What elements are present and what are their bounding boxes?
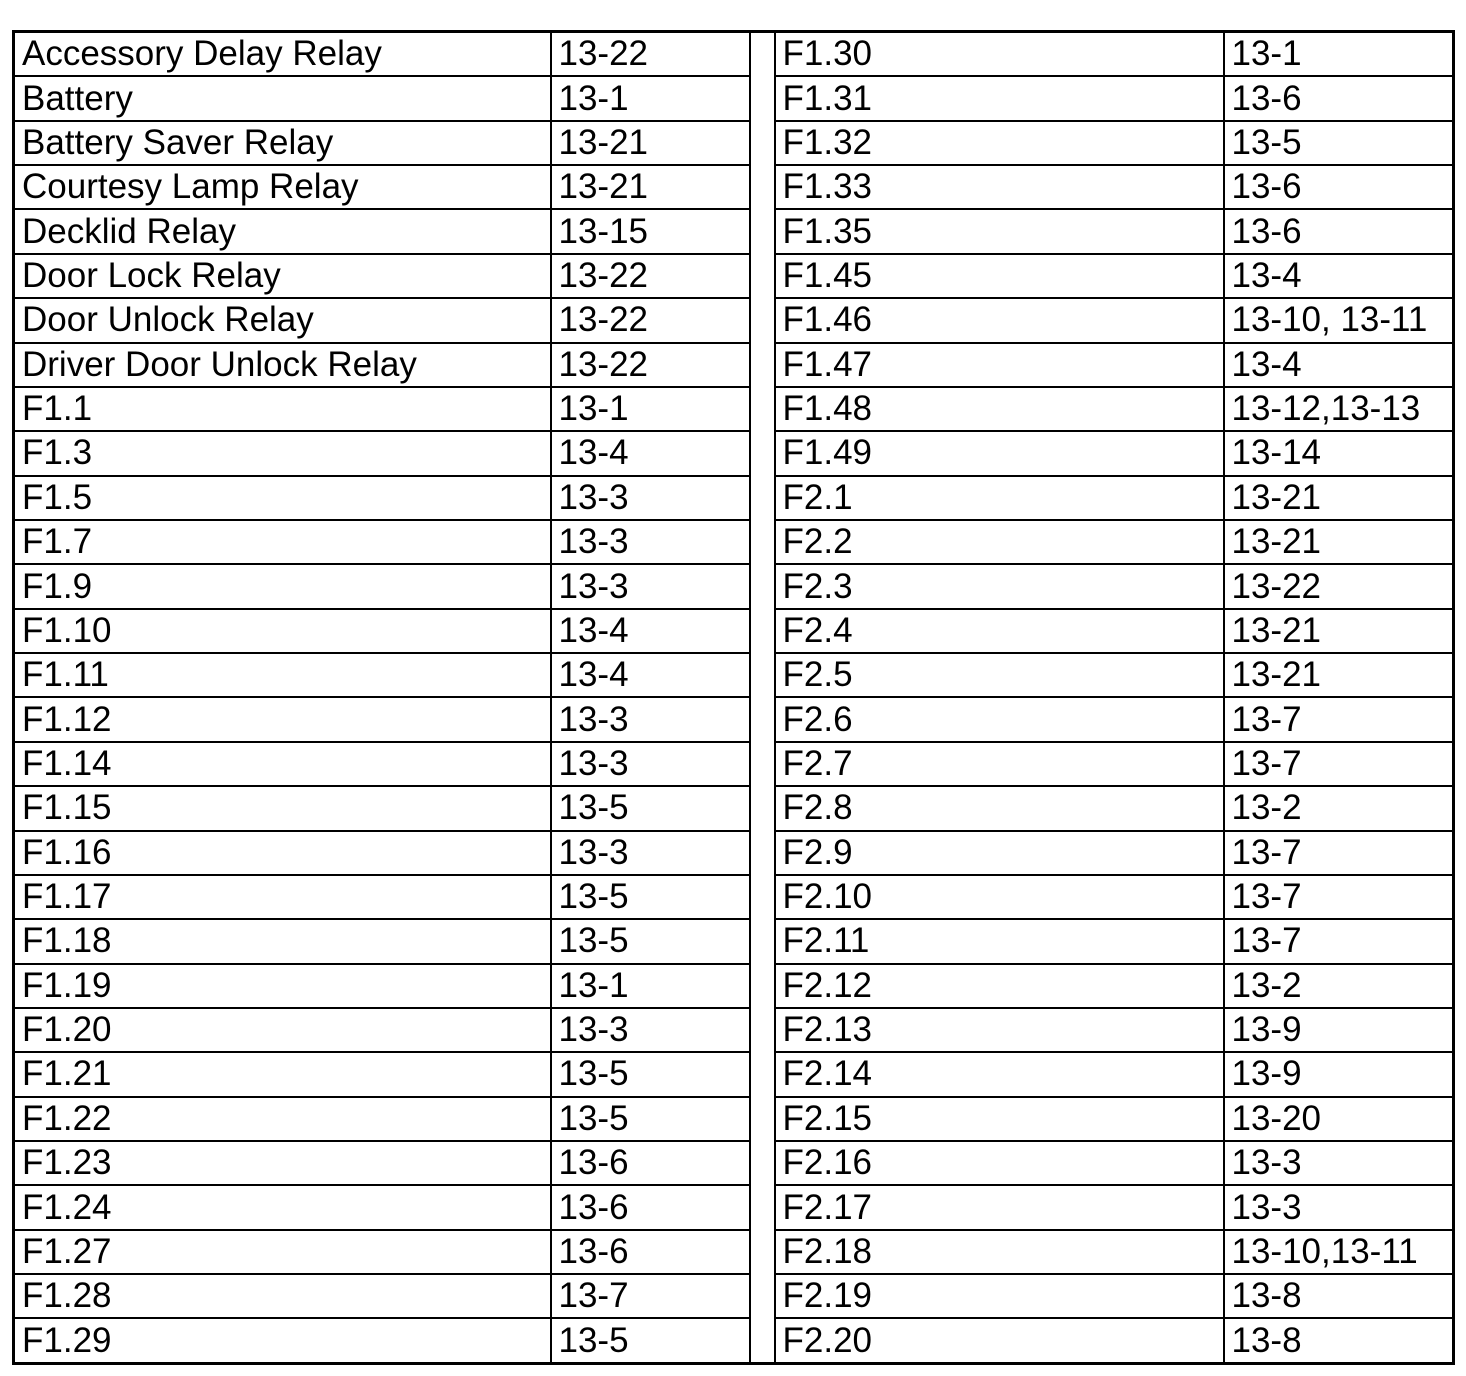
right-page-ref: 13-1 xyxy=(1224,32,1454,77)
table-row xyxy=(14,1052,1454,1096)
left-component-name: F1.22 xyxy=(14,1097,551,1141)
left-component-name: F1.19 xyxy=(14,964,551,1008)
left-page-ref: 13-3 xyxy=(551,520,750,564)
left-component-name: F1.12 xyxy=(14,697,551,741)
right-component-name: F2.19 xyxy=(775,1274,1224,1318)
left-component-name: F1.14 xyxy=(14,742,551,786)
left-page-ref: 13-6 xyxy=(551,1185,750,1229)
left-page-ref: 13-7 xyxy=(551,1274,750,1318)
right-page-ref: 13-20 xyxy=(1224,1097,1454,1141)
left-component-name: F1.20 xyxy=(14,1008,551,1052)
column-gap xyxy=(750,431,775,475)
right-component-name: F2.6 xyxy=(775,697,1224,741)
left-component-name: F1.5 xyxy=(14,476,551,520)
left-component-name: F1.24 xyxy=(14,1185,551,1229)
left-page-ref: 13-21 xyxy=(551,121,750,165)
right-page-ref: 13-21 xyxy=(1224,609,1454,653)
table-row xyxy=(14,1141,1454,1185)
left-component-name: F1.9 xyxy=(14,564,551,608)
left-component-name: F1.21 xyxy=(14,1052,551,1096)
column-gap xyxy=(750,32,775,77)
right-page-ref: 13-6 xyxy=(1224,165,1454,209)
column-gap xyxy=(750,298,775,342)
right-component-name: F1.33 xyxy=(775,165,1224,209)
left-component-name: F1.29 xyxy=(14,1318,551,1363)
left-page-ref: 13-5 xyxy=(551,919,750,963)
right-page-ref: 13-22 xyxy=(1224,564,1454,608)
right-page-ref: 13-7 xyxy=(1224,875,1454,919)
left-page-ref: 13-1 xyxy=(551,964,750,1008)
right-component-name: F1.48 xyxy=(775,387,1224,431)
left-page-ref: 13-3 xyxy=(551,476,750,520)
right-component-name: F2.16 xyxy=(775,1141,1224,1185)
right-page-ref: 13-9 xyxy=(1224,1008,1454,1052)
table-row xyxy=(14,209,1454,253)
table-row xyxy=(14,254,1454,298)
right-page-ref: 13-4 xyxy=(1224,254,1454,298)
column-gap xyxy=(750,964,775,1008)
column-gap xyxy=(750,875,775,919)
left-component-name: Driver Door Unlock Relay xyxy=(14,343,551,387)
left-component-name: F1.15 xyxy=(14,786,551,830)
column-gap xyxy=(750,1318,775,1363)
column-gap xyxy=(750,653,775,697)
left-page-ref: 13-5 xyxy=(551,875,750,919)
right-page-ref: 13-21 xyxy=(1224,653,1454,697)
right-component-name: F2.10 xyxy=(775,875,1224,919)
left-component-name: F1.28 xyxy=(14,1274,551,1318)
right-component-name: F2.17 xyxy=(775,1185,1224,1229)
table-row xyxy=(14,121,1454,165)
left-page-ref: 13-6 xyxy=(551,1230,750,1274)
left-page-ref: 13-3 xyxy=(551,831,750,875)
right-page-ref: 13-3 xyxy=(1224,1185,1454,1229)
table-row xyxy=(14,919,1454,963)
right-component-name: F2.12 xyxy=(775,964,1224,1008)
left-page-ref: 13-4 xyxy=(551,431,750,475)
left-page-ref: 13-4 xyxy=(551,609,750,653)
table-row xyxy=(14,76,1454,120)
right-page-ref: 13-2 xyxy=(1224,786,1454,830)
right-component-name: F1.49 xyxy=(775,431,1224,475)
left-page-ref: 13-4 xyxy=(551,653,750,697)
left-page-ref: 13-3 xyxy=(551,697,750,741)
left-component-name: F1.3 xyxy=(14,431,551,475)
right-page-ref: 13-7 xyxy=(1224,697,1454,741)
table-row xyxy=(14,1008,1454,1052)
column-gap xyxy=(750,476,775,520)
right-page-ref: 13-4 xyxy=(1224,343,1454,387)
table-row xyxy=(14,609,1454,653)
right-page-ref: 13-14 xyxy=(1224,431,1454,475)
table-row xyxy=(14,520,1454,564)
right-page-ref: 13-9 xyxy=(1224,1052,1454,1096)
column-gap xyxy=(750,564,775,608)
left-page-ref: 13-1 xyxy=(551,387,750,431)
left-page-ref: 13-3 xyxy=(551,1008,750,1052)
right-component-name: F2.14 xyxy=(775,1052,1224,1096)
right-component-name: F2.4 xyxy=(775,609,1224,653)
column-gap xyxy=(750,1097,775,1141)
column-gap xyxy=(750,1052,775,1096)
left-page-ref: 13-1 xyxy=(551,76,750,120)
table-row xyxy=(14,343,1454,387)
column-gap xyxy=(750,387,775,431)
right-page-ref: 13-7 xyxy=(1224,831,1454,875)
component-index-table xyxy=(12,30,1455,1365)
column-gap xyxy=(750,254,775,298)
right-component-name: F1.45 xyxy=(775,254,1224,298)
left-page-ref: 13-22 xyxy=(551,254,750,298)
column-gap xyxy=(750,786,775,830)
table-row xyxy=(14,476,1454,520)
table-row xyxy=(14,431,1454,475)
left-page-ref: 13-3 xyxy=(551,564,750,608)
table-row xyxy=(14,1097,1454,1141)
column-gap xyxy=(750,919,775,963)
table-row xyxy=(14,786,1454,830)
right-page-ref: 13-12,13-13 xyxy=(1224,387,1454,431)
left-page-ref: 13-22 xyxy=(551,343,750,387)
right-component-name: F1.31 xyxy=(775,76,1224,120)
left-page-ref: 13-5 xyxy=(551,1097,750,1141)
right-page-ref: 13-7 xyxy=(1224,919,1454,963)
column-gap xyxy=(750,520,775,564)
right-page-ref: 13-21 xyxy=(1224,476,1454,520)
right-page-ref: 13-5 xyxy=(1224,121,1454,165)
left-page-ref: 13-5 xyxy=(551,1052,750,1096)
right-component-name: F2.13 xyxy=(775,1008,1224,1052)
table-row xyxy=(14,697,1454,741)
table-row xyxy=(14,32,1454,77)
right-component-name: F2.2 xyxy=(775,520,1224,564)
table-row xyxy=(14,1230,1454,1274)
column-gap xyxy=(750,121,775,165)
column-gap xyxy=(750,209,775,253)
right-page-ref: 13-8 xyxy=(1224,1274,1454,1318)
left-component-name: Battery xyxy=(14,76,551,120)
right-page-ref: 13-6 xyxy=(1224,76,1454,120)
left-component-name: F1.17 xyxy=(14,875,551,919)
right-component-name: F1.32 xyxy=(775,121,1224,165)
left-page-ref: 13-5 xyxy=(551,1318,750,1363)
table-row xyxy=(14,165,1454,209)
column-gap xyxy=(750,831,775,875)
left-page-ref: 13-5 xyxy=(551,786,750,830)
right-component-name: F2.8 xyxy=(775,786,1224,830)
left-component-name: F1.10 xyxy=(14,609,551,653)
table-row xyxy=(14,1185,1454,1229)
left-component-name: Courtesy Lamp Relay xyxy=(14,165,551,209)
right-component-name: F1.46 xyxy=(775,298,1224,342)
left-page-ref: 13-15 xyxy=(551,209,750,253)
left-component-name: Door Lock Relay xyxy=(14,254,551,298)
right-page-ref: 13-10, 13-11 xyxy=(1224,298,1454,342)
right-component-name: F2.20 xyxy=(775,1318,1224,1363)
right-page-ref: 13-3 xyxy=(1224,1141,1454,1185)
column-gap xyxy=(750,1008,775,1052)
table-row xyxy=(14,742,1454,786)
right-component-name: F2.1 xyxy=(775,476,1224,520)
right-page-ref: 13-8 xyxy=(1224,1318,1454,1363)
table-row xyxy=(14,653,1454,697)
left-page-ref: 13-6 xyxy=(551,1141,750,1185)
left-component-name: Battery Saver Relay xyxy=(14,121,551,165)
column-gap xyxy=(750,1185,775,1229)
column-gap xyxy=(750,609,775,653)
table-row xyxy=(14,831,1454,875)
left-component-name: F1.23 xyxy=(14,1141,551,1185)
right-page-ref: 13-21 xyxy=(1224,520,1454,564)
index-table-body xyxy=(14,32,1454,1364)
column-gap xyxy=(750,697,775,741)
left-component-name: Door Unlock Relay xyxy=(14,298,551,342)
right-component-name: F2.18 xyxy=(775,1230,1224,1274)
right-component-name: F2.5 xyxy=(775,653,1224,697)
right-component-name: F2.15 xyxy=(775,1097,1224,1141)
right-component-name: F1.30 xyxy=(775,32,1224,77)
left-component-name: F1.16 xyxy=(14,831,551,875)
column-gap xyxy=(750,165,775,209)
right-page-ref: 13-7 xyxy=(1224,742,1454,786)
right-component-name: F2.3 xyxy=(775,564,1224,608)
left-page-ref: 13-21 xyxy=(551,165,750,209)
column-gap xyxy=(750,343,775,387)
left-page-ref: 13-22 xyxy=(551,298,750,342)
table-row xyxy=(14,1318,1454,1363)
left-component-name: Decklid Relay xyxy=(14,209,551,253)
right-component-name: F2.11 xyxy=(775,919,1224,963)
left-page-ref: 13-3 xyxy=(551,742,750,786)
right-component-name: F1.35 xyxy=(775,209,1224,253)
column-gap xyxy=(750,742,775,786)
table-row xyxy=(14,564,1454,608)
left-component-name: Accessory Delay Relay xyxy=(14,32,551,77)
left-page-ref: 13-22 xyxy=(551,32,750,77)
left-component-name: F1.7 xyxy=(14,520,551,564)
table-row xyxy=(14,298,1454,342)
left-component-name: F1.18 xyxy=(14,919,551,963)
table-row xyxy=(14,1274,1454,1318)
left-component-name: F1.27 xyxy=(14,1230,551,1274)
table-row xyxy=(14,875,1454,919)
column-gap xyxy=(750,1141,775,1185)
left-component-name: F1.1 xyxy=(14,387,551,431)
column-gap xyxy=(750,1274,775,1318)
left-component-name: F1.11 xyxy=(14,653,551,697)
table-row xyxy=(14,387,1454,431)
right-component-name: F1.47 xyxy=(775,343,1224,387)
column-gap xyxy=(750,1230,775,1274)
right-page-ref: 13-10,13-11 xyxy=(1224,1230,1454,1274)
column-gap xyxy=(750,76,775,120)
right-page-ref: 13-6 xyxy=(1224,209,1454,253)
right-component-name: F2.9 xyxy=(775,831,1224,875)
right-page-ref: 13-2 xyxy=(1224,964,1454,1008)
right-component-name: F2.7 xyxy=(775,742,1224,786)
table-row xyxy=(14,964,1454,1008)
